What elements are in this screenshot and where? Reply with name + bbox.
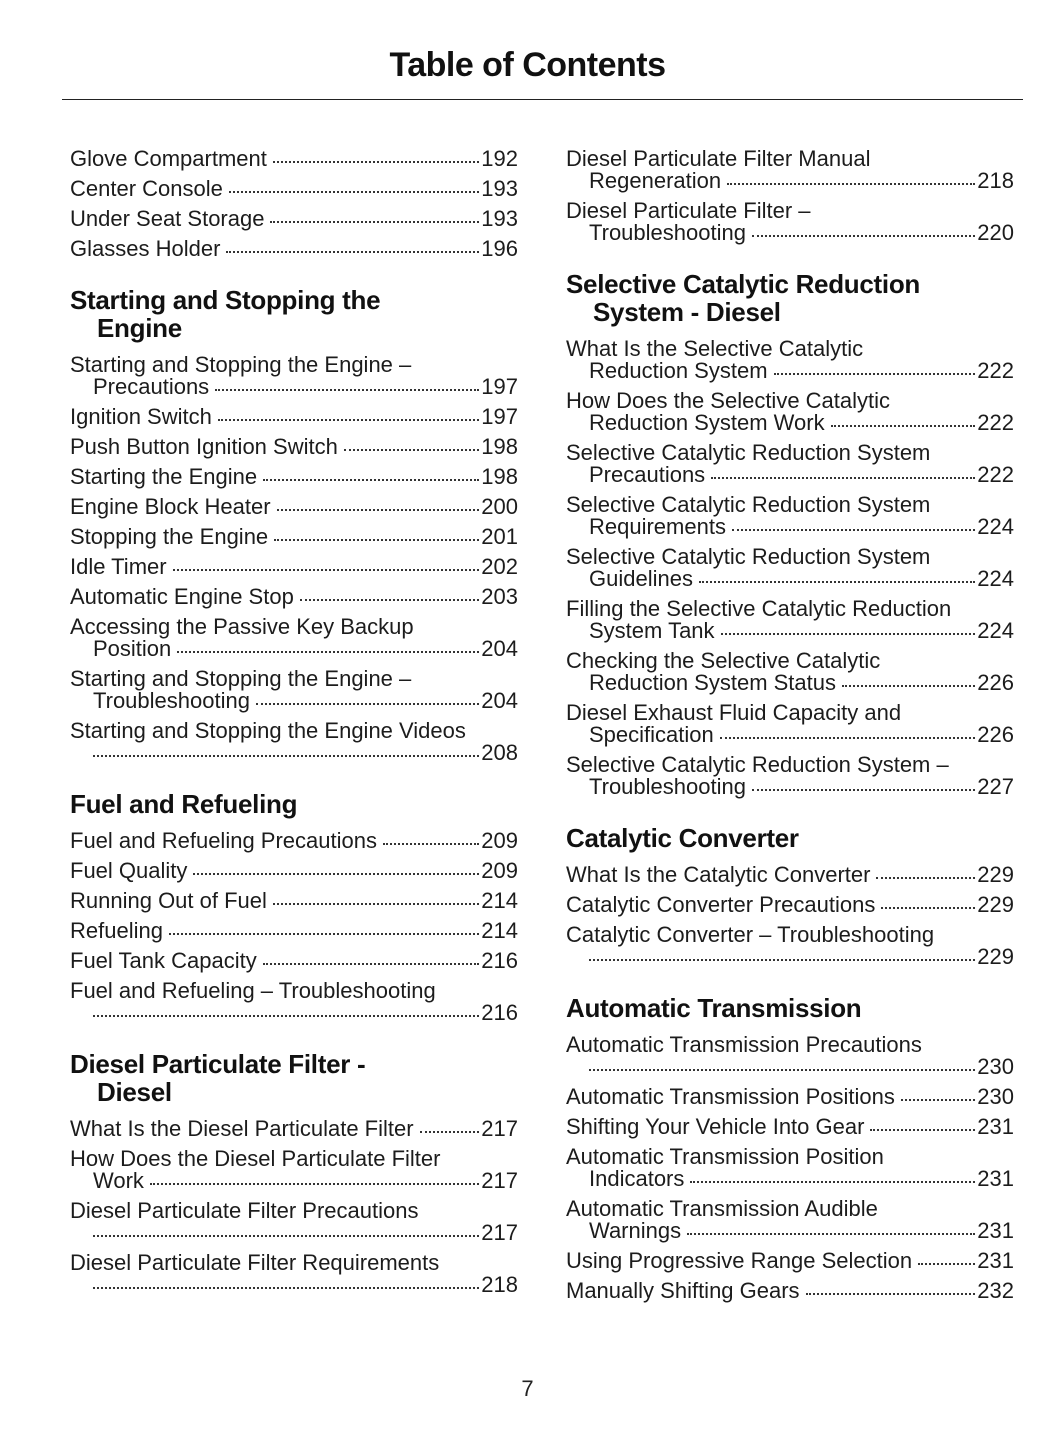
toc-entry[interactable]	[566, 442, 1014, 486]
toc-entry-title-cont: Guidelines	[589, 566, 693, 591]
toc-page-number: 204	[481, 688, 518, 713]
toc-entry-title: Fuel and Refueling – Troubleshooting	[70, 978, 436, 1003]
toc-page-number: 229	[977, 892, 1014, 917]
left-column	[70, 148, 518, 1304]
toc-entry-title: Idle Timer	[70, 554, 167, 579]
toc-entry-title: Engine Block Heater	[70, 494, 271, 519]
toc-entry-title: Fuel Tank Capacity	[70, 948, 257, 973]
toc-group	[566, 338, 1014, 798]
section-title: Catalytic Converter	[566, 823, 799, 853]
dot-leader	[226, 251, 479, 253]
toc-entry-title: Under Seat Storage	[70, 206, 265, 231]
toc-page-number: 209	[481, 828, 518, 853]
toc-page-number: 198	[481, 434, 518, 459]
toc-entry-title: Using Progressive Range Selection	[566, 1248, 913, 1273]
section-title-cont: Engine	[97, 313, 182, 343]
toc-entry[interactable]	[70, 950, 518, 972]
toc-entry-title: Diesel Particulate Filter –	[566, 198, 811, 223]
toc-entry[interactable]	[566, 754, 1014, 798]
toc-entry[interactable]	[566, 494, 1014, 538]
section-heading	[70, 1050, 518, 1106]
toc-entry-title: Catalytic Converter – Troubleshooting	[566, 922, 935, 947]
dot-leader	[721, 633, 976, 635]
toc-entry-title-cont: Position	[93, 636, 172, 661]
toc-entry-title: Stopping the Engine	[70, 524, 269, 549]
section-heading	[566, 994, 1014, 1022]
toc-entry-title: What Is the Selective Catalytic	[566, 336, 864, 361]
toc-entry[interactable]	[70, 920, 518, 942]
toc-entry[interactable]	[566, 1198, 1014, 1242]
toc-entry-title: Automatic Transmission Audible	[566, 1196, 878, 1221]
toc-entry-title-cont: Troubleshooting	[589, 774, 746, 799]
dot-leader	[273, 161, 479, 163]
toc-entry-title: Starting and Stopping the Engine –	[70, 352, 412, 377]
toc-page-number: 231	[977, 1248, 1014, 1273]
toc-entry[interactable]	[566, 338, 1014, 382]
toc-entry-title: Fuel and Refueling Precautions	[70, 828, 377, 853]
dot-leader	[263, 963, 480, 965]
toc-entry[interactable]	[566, 200, 1014, 244]
dot-leader	[193, 873, 479, 875]
toc-entry-title: Starting the Engine	[70, 464, 258, 489]
section-title: Automatic Transmission	[566, 993, 862, 1023]
toc-entry[interactable]	[70, 720, 518, 764]
toc-page-number: 229	[977, 944, 1014, 969]
dot-leader	[215, 389, 479, 391]
section-heading	[70, 286, 518, 342]
toc-entry[interactable]	[566, 1250, 1014, 1272]
toc-entry-title: Automatic Transmission Positions	[566, 1084, 895, 1109]
section-title-cont: Diesel	[97, 1077, 172, 1107]
toc-entry-title: Diesel Particulate Filter Precautions	[70, 1198, 419, 1223]
dot-leader	[150, 1183, 479, 1185]
toc-page-number: 217	[481, 1220, 518, 1245]
toc-entry-title-cont: Precautions	[589, 462, 706, 487]
toc-page-number: 193	[481, 176, 518, 201]
dot-leader	[93, 1015, 479, 1017]
toc-page-number: 226	[977, 722, 1014, 747]
toc-page-number: 198	[481, 464, 518, 489]
toc-entry-title-cont: Indicators	[589, 1166, 685, 1191]
dot-leader	[93, 755, 479, 757]
toc-page-number: 224	[977, 514, 1014, 539]
toc-entry[interactable]	[566, 598, 1014, 642]
section-title: Diesel Particulate Filter -	[70, 1049, 366, 1079]
toc-page-number: 227	[977, 774, 1014, 799]
toc-entry[interactable]	[70, 586, 518, 608]
dot-leader	[842, 685, 975, 687]
toc-entry-title: Automatic Engine Stop	[70, 584, 294, 609]
dot-leader	[274, 539, 479, 541]
toc-entry[interactable]	[70, 526, 518, 548]
dot-leader	[277, 509, 480, 511]
toc-entry-title: Starting and Stopping the Engine –	[70, 666, 412, 691]
toc-page-number: 230	[977, 1084, 1014, 1109]
toc-entry[interactable]	[566, 546, 1014, 590]
toc-page-number: 200	[481, 494, 518, 519]
toc-entry[interactable]	[566, 1034, 1014, 1078]
toc-entry-title: Refueling	[70, 918, 163, 943]
toc-page-number: 224	[977, 618, 1014, 643]
toc-entry-title-cont: Precautions	[93, 374, 210, 399]
toc-entry[interactable]	[70, 556, 518, 578]
toc-page-number: 231	[977, 1166, 1014, 1191]
dot-leader	[256, 703, 479, 705]
toc-page-number: 202	[481, 554, 518, 579]
toc-entry-title: How Does the Selective Catalytic	[566, 388, 891, 413]
toc-entry[interactable]	[566, 702, 1014, 746]
toc-entry-title-cont: Specification	[589, 722, 714, 747]
toc-page-number: 193	[481, 206, 518, 231]
dot-leader	[383, 843, 479, 845]
dot-leader	[300, 599, 479, 601]
toc-entry[interactable]	[566, 1086, 1014, 1108]
toc-page-number: 220	[977, 220, 1014, 245]
toc-page-number: 226	[977, 670, 1014, 695]
dot-leader	[732, 529, 975, 531]
toc-entry[interactable]	[70, 238, 518, 260]
section-title: Fuel and Refueling	[70, 789, 298, 819]
toc-entry-title: Selective Catalytic Reduction System	[566, 440, 931, 465]
toc-page-number: 217	[481, 1168, 518, 1193]
toc-entry-title: Selective Catalytic Reduction System	[566, 492, 931, 517]
dot-leader	[806, 1293, 976, 1295]
toc-group	[70, 830, 518, 1024]
dot-leader	[173, 569, 480, 571]
toc-page-number: 214	[481, 918, 518, 943]
section-heading	[70, 790, 518, 818]
page-number: 7	[521, 1376, 534, 1401]
dot-leader	[876, 877, 975, 879]
toc-entry[interactable]	[566, 864, 1014, 886]
toc-entry[interactable]	[70, 208, 518, 230]
toc-page-number: 216	[481, 948, 518, 973]
toc-entry-title: What Is the Diesel Particulate Filter	[70, 1116, 414, 1141]
toc-entry[interactable]	[566, 894, 1014, 916]
toc-entry[interactable]	[566, 390, 1014, 434]
toc-page-number: 201	[481, 524, 518, 549]
dot-leader	[93, 1235, 479, 1237]
toc-page-number: 209	[481, 858, 518, 883]
toc-entry[interactable]	[70, 616, 518, 660]
toc-entry-title: Selective Catalytic Reduction System	[566, 544, 931, 569]
dot-leader	[918, 1263, 975, 1265]
dot-leader	[720, 737, 976, 739]
toc-entry-title-cont: Requirements	[589, 514, 726, 539]
toc-entry[interactable]	[70, 668, 518, 712]
dot-leader	[93, 1287, 479, 1289]
toc-entry-title: Filling the Selective Catalytic Reduction	[566, 596, 952, 621]
toc-entry-title-cont: Regeneration	[589, 168, 722, 193]
toc-entry-title: Glove Compartment	[70, 146, 267, 171]
page-title: Table of Contents	[389, 46, 666, 84]
toc-entry-title: Shifting Your Vehicle Into Gear	[566, 1114, 865, 1139]
dot-leader	[589, 1069, 975, 1071]
dot-leader	[169, 933, 479, 935]
toc-entry-title: Push Button Ignition Switch	[70, 434, 338, 459]
toc-entry-title-cont: Reduction System	[589, 358, 768, 383]
toc-page-number: 222	[977, 358, 1014, 383]
right-column	[566, 148, 1014, 1310]
toc-entry-title: Glasses Holder	[70, 236, 221, 261]
dot-leader	[881, 907, 975, 909]
toc-entry[interactable]	[566, 924, 1014, 968]
toc-entry-title: Checking the Selective Catalytic	[566, 648, 881, 673]
toc-entry[interactable]	[70, 1200, 518, 1244]
toc-entry-title: Diesel Exhaust Fluid Capacity and	[566, 700, 902, 725]
toc-entry[interactable]	[566, 1280, 1014, 1302]
toc-entry[interactable]	[566, 650, 1014, 694]
toc-page-number: 216	[481, 1000, 518, 1025]
toc-page-number: 197	[481, 404, 518, 429]
toc-group	[566, 1034, 1014, 1302]
toc-entry[interactable]	[566, 148, 1014, 192]
toc-entry-title: Starting and Stopping the Engine Videos	[70, 718, 466, 743]
toc-entry-title: Running Out of Fuel	[70, 888, 267, 913]
toc-entry[interactable]	[70, 436, 518, 458]
toc-entry-title: Fuel Quality	[70, 858, 188, 883]
toc-entry[interactable]	[70, 496, 518, 518]
dot-leader	[699, 581, 975, 583]
toc-page-number: 218	[481, 1272, 518, 1297]
dot-leader	[344, 449, 479, 451]
toc-page-number: 217	[481, 1116, 518, 1141]
toc-page-number: 231	[977, 1218, 1014, 1243]
toc-entry[interactable]	[70, 466, 518, 488]
toc-entry-title: What Is the Catalytic Converter	[566, 862, 871, 887]
dot-leader	[870, 1129, 975, 1131]
toc-entry[interactable]	[70, 830, 518, 852]
toc-entry[interactable]	[70, 178, 518, 200]
toc-group	[566, 864, 1014, 968]
toc-entry-title: How Does the Diesel Particulate Filter	[70, 1146, 441, 1171]
dot-leader	[177, 651, 479, 653]
dot-leader	[752, 789, 975, 791]
toc-entry-title: Automatic Transmission Position	[566, 1144, 884, 1169]
toc-entry-title: Automatic Transmission Precautions	[566, 1032, 922, 1057]
section-title: Selective Catalytic Reduction	[566, 269, 920, 299]
toc-page-number: 214	[481, 888, 518, 913]
dot-leader	[774, 373, 976, 375]
toc-group	[70, 148, 518, 260]
toc-entry-title: Manually Shifting Gears	[566, 1278, 800, 1303]
toc-group	[566, 148, 1014, 244]
toc-page-number: 197	[481, 374, 518, 399]
toc-entry[interactable]	[70, 354, 518, 398]
toc-entry[interactable]	[70, 148, 518, 170]
toc-entry[interactable]	[70, 1118, 518, 1140]
toc-page-number: 224	[977, 566, 1014, 591]
dot-leader	[727, 183, 975, 185]
toc-page-number: 203	[481, 584, 518, 609]
toc-page-number: 229	[977, 862, 1014, 887]
toc-entry-title-cont: Reduction System Status	[589, 670, 837, 695]
toc-entry[interactable]	[70, 1148, 518, 1192]
toc-entry-title: Accessing the Passive Key Backup	[70, 614, 414, 639]
toc-page-number: 208	[481, 740, 518, 765]
toc-entry[interactable]	[566, 1146, 1014, 1190]
toc-page-number: 222	[977, 410, 1014, 435]
toc-page-number: 232	[977, 1278, 1014, 1303]
toc-entry-title: Ignition Switch	[70, 404, 212, 429]
toc-entry-title: Diesel Particulate Filter Requirements	[70, 1250, 440, 1275]
section-title-cont: System - Diesel	[593, 297, 781, 327]
dot-leader	[218, 419, 479, 421]
dot-leader	[229, 191, 479, 193]
section-heading	[566, 824, 1014, 852]
toc-entry-title-cont: Reduction System Work	[589, 410, 825, 435]
dot-leader	[687, 1233, 975, 1235]
dot-leader	[831, 425, 976, 427]
toc-entry-title-cont: System Tank	[589, 618, 715, 643]
toc-page-number: 222	[977, 462, 1014, 487]
toc-entry-title: Catalytic Converter Precautions	[566, 892, 876, 917]
toc-entry-title: Center Console	[70, 176, 223, 201]
toc-page-number: 231	[977, 1114, 1014, 1139]
dot-leader	[589, 959, 975, 961]
toc-entry-title-cont: Troubleshooting	[589, 220, 746, 245]
dot-leader	[270, 221, 479, 223]
toc-page-number: 204	[481, 636, 518, 661]
dot-leader	[711, 477, 975, 479]
toc-page-number: 230	[977, 1054, 1014, 1079]
toc-entry[interactable]	[70, 1252, 518, 1296]
toc-entry-title: Selective Catalytic Reduction System –	[566, 752, 949, 777]
dot-leader	[263, 479, 479, 481]
dot-leader	[901, 1099, 975, 1101]
toc-page-number: 218	[977, 168, 1014, 193]
dot-leader	[752, 235, 975, 237]
toc-entry[interactable]	[70, 860, 518, 882]
toc-group	[70, 1118, 518, 1296]
dot-leader	[420, 1131, 480, 1133]
title-divider	[62, 99, 1023, 100]
toc-entry-title: Diesel Particulate Filter Manual	[566, 146, 871, 171]
section-title: Starting and Stopping the	[70, 285, 381, 315]
toc-entry-title-cont: Warnings	[589, 1218, 682, 1243]
toc-entry[interactable]	[70, 406, 518, 428]
dot-leader	[690, 1181, 975, 1183]
dot-leader	[273, 903, 479, 905]
section-heading	[566, 270, 1014, 326]
toc-page-number: 192	[481, 146, 518, 171]
toc-entry-title-cont: Work	[93, 1168, 144, 1193]
toc-page-number: 196	[481, 236, 518, 261]
toc-group	[70, 354, 518, 764]
toc-entry-title-cont: Troubleshooting	[93, 688, 250, 713]
toc-entry[interactable]	[70, 890, 518, 912]
toc-entry[interactable]	[566, 1116, 1014, 1138]
toc-entry[interactable]	[70, 980, 518, 1024]
